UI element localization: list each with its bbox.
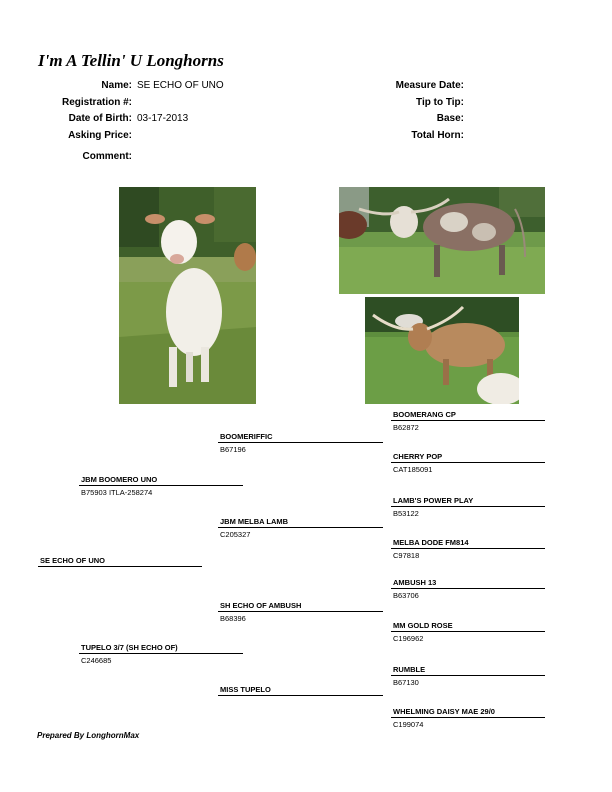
name-value: SE ECHO OF UNO [137,80,224,91]
dam-sire-line [218,611,383,612]
calf-photo [119,187,256,404]
comment-label: Comment: [82,151,132,162]
g3-line-2 [391,462,545,463]
sire-name: JBM BOOMERO UNO [81,475,158,484]
g3-reg-5: B63706 [393,591,419,600]
dam-photo [365,297,519,404]
sire-photo [339,187,545,294]
dob-label: Date of Birth: [68,113,132,124]
dam-reg: C246685 [81,656,112,665]
dam-sire-reg: B68396 [220,614,246,623]
sire-dam-name: JBM MELBA LAMB [220,517,289,526]
name-label: Name: [101,80,132,91]
ranch-title: I'm A Tellin' U Longhorns [38,51,224,70]
total-horn-label: Total Horn: [411,130,464,141]
g3-name-1: BOOMERANG CP [393,410,456,419]
g3-line-1 [391,420,545,421]
g3-line-4 [391,548,545,549]
subject-line [38,566,202,567]
g3-name-7: RUMBLE [393,665,426,674]
dam-line [79,653,243,654]
subject-name: SE ECHO OF UNO [40,556,106,565]
g3-name-6: MM GOLD ROSE [393,621,453,630]
g3-reg-6: C196962 [393,634,424,643]
prepared-by-footer: Prepared By LonghornMax [37,731,140,740]
registration-label: Registration #: [61,97,132,108]
tip-to-tip-label: Tip to Tip: [416,97,464,108]
g3-reg-8: C199074 [393,720,424,729]
sire-sire-reg: B67196 [220,445,246,454]
dam-dam-name: MISS TUPELO [220,685,271,694]
g3-reg-1: B62872 [393,423,419,432]
g3-line-7 [391,675,545,676]
sire-dam-reg: C205327 [220,530,251,539]
sire-line [79,485,243,486]
sire-dam-line [218,527,383,528]
g3-name-8: WHELMING DAISY MAE 29/0 [393,707,495,716]
sire-reg: B75903 ITLA-258274 [81,488,153,497]
g3-line-5 [391,588,545,589]
g3-line-3 [391,506,545,507]
g3-reg-4: C97818 [393,551,420,560]
g3-reg-7: B67130 [393,678,419,687]
measure-date-label: Measure Date: [395,80,464,91]
asking-price-label: Asking Price: [68,130,132,141]
g3-name-2: CHERRY POP [393,452,443,461]
g3-line-6 [391,631,545,632]
g3-reg-3: B53122 [393,509,419,518]
base-label: Base: [436,113,464,124]
sire-sire-name: BOOMERIFFIC [220,432,273,441]
g3-line-8 [391,717,545,718]
g3-reg-2: CAT185091 [393,465,433,474]
g3-name-3: LAMB'S POWER PLAY [393,496,474,505]
sire-sire-line [218,442,383,443]
dam-dam-line [218,695,383,696]
dam-name: TUPELO 3/7 (SH ECHO OF) [81,643,178,652]
dam-sire-name: SH ECHO OF AMBUSH [220,601,302,610]
g3-name-4: MELBA DODE FM814 [393,538,469,547]
dob-value: 03-17-2013 [137,113,189,124]
g3-name-5: AMBUSH 13 [393,578,437,587]
